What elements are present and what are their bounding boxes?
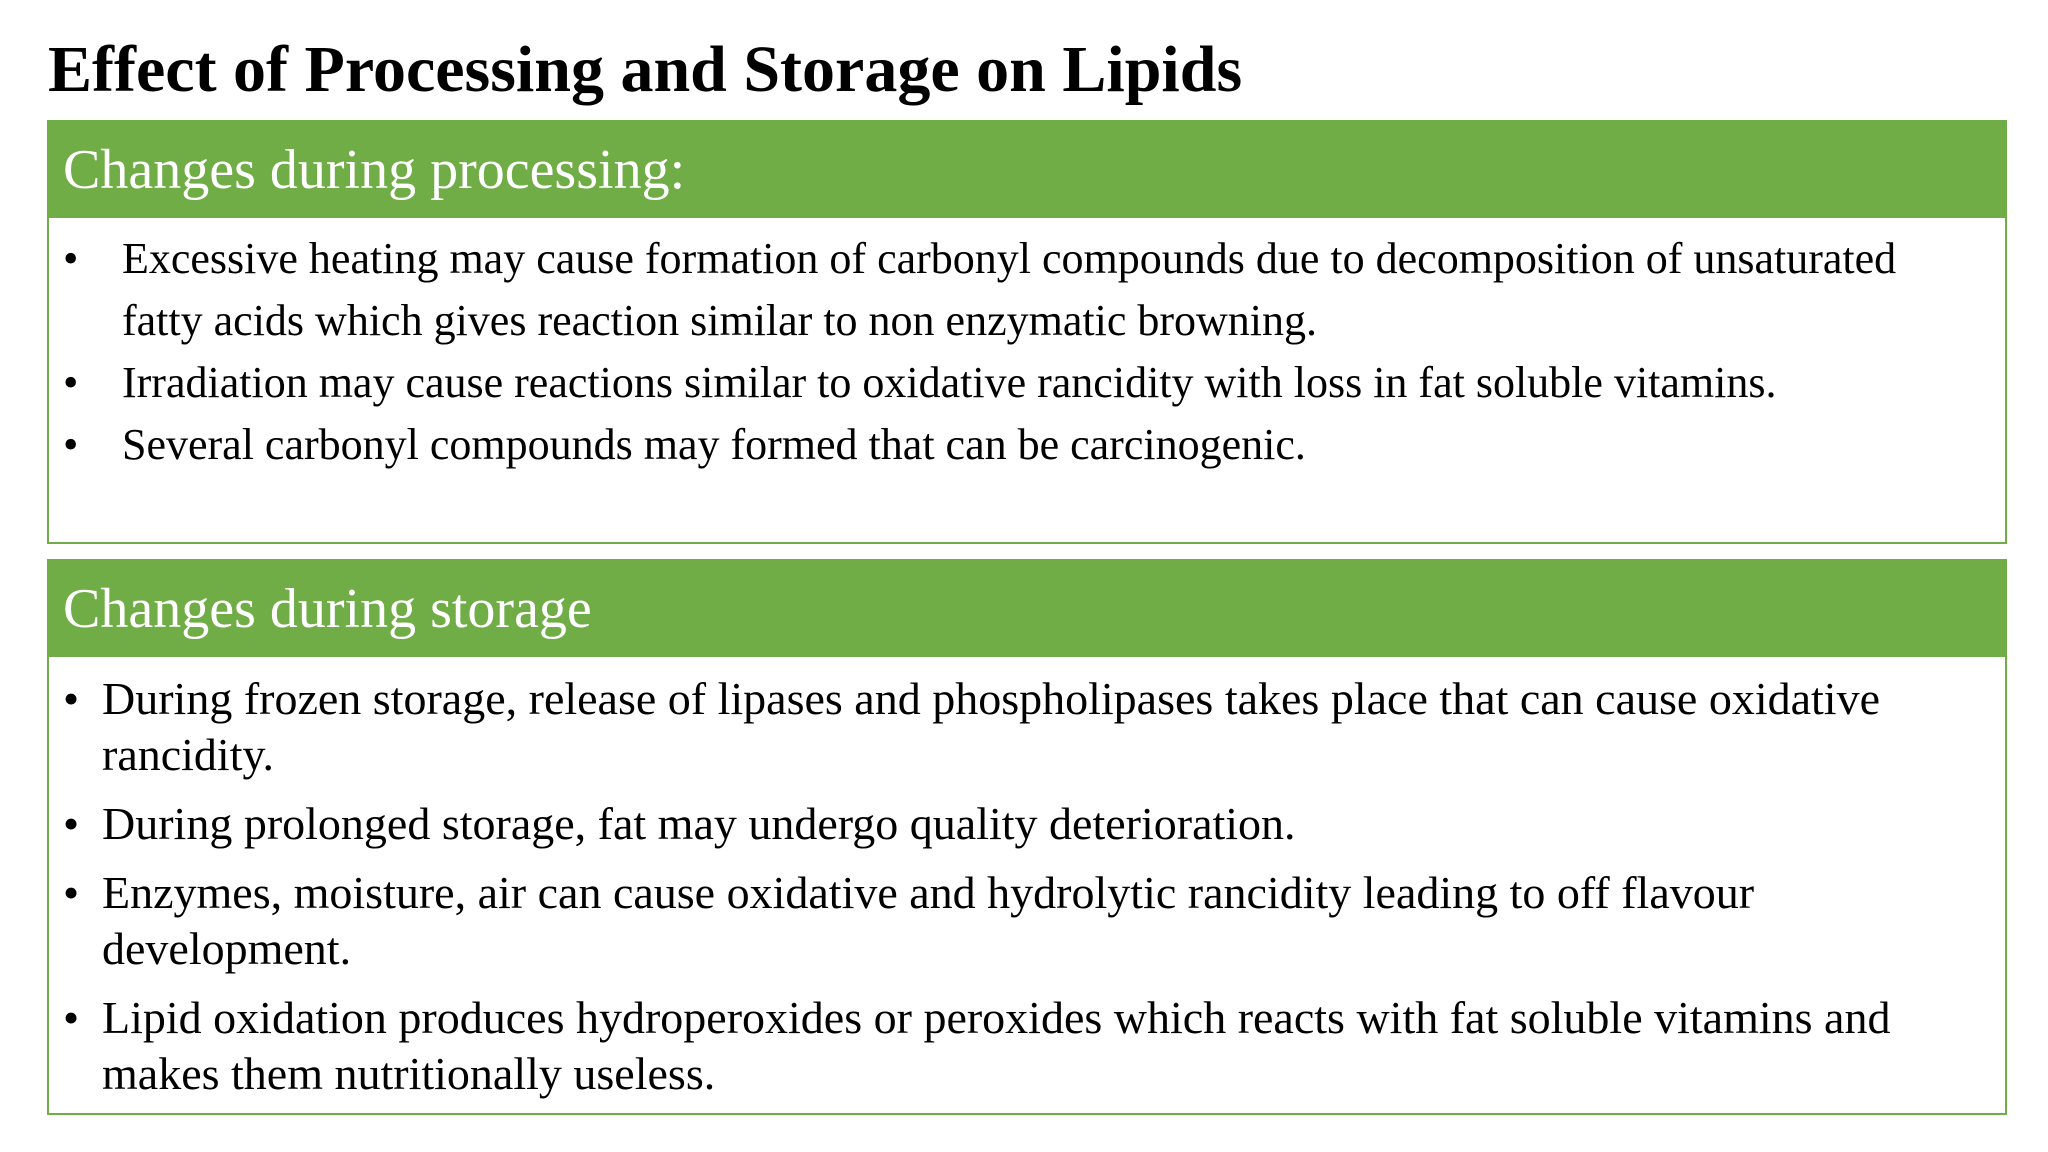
processing-box xyxy=(47,120,2007,544)
storage-bullet-item xyxy=(49,796,2005,852)
processing-bullet-list xyxy=(49,218,2005,476)
storage-bullet-text: During frozen storage, release of lipases and phospholipases takes place that can cause oxidative rancidity. xyxy=(102,673,1881,780)
storage-bullet-text: Lipid oxidation produces hydroperoxides or peroxides which reacts with fat soluble vitamins and makes them nutritionally useless. xyxy=(102,992,1891,1099)
processing-bullet-text: Several carbonyl compounds may formed that can be carcinogenic. xyxy=(122,420,1306,469)
storage-header: Changes during storage xyxy=(49,561,2005,657)
slide-title: Effect of Processing and Storage on Lipids xyxy=(48,33,1243,106)
bullet-icon: • xyxy=(63,358,79,407)
storage-bullet-text: During prolonged storage, fat may undergo quality deterioration. xyxy=(102,798,1296,849)
bullet-icon: • xyxy=(63,867,80,918)
storage-bullet-list xyxy=(49,657,2005,1102)
bullet-icon: • xyxy=(63,234,79,283)
storage-bullet-item xyxy=(49,865,2005,977)
storage-box xyxy=(47,559,2007,1115)
bullet-icon: • xyxy=(63,420,79,469)
bullet-icon: • xyxy=(63,798,80,849)
storage-bullet-text: Enzymes, moisture, air can cause oxidative and hydrolytic rancidity leading to off flavour development. xyxy=(102,867,1755,974)
processing-header: Changes during processing: xyxy=(49,122,2005,218)
processing-bullet-text: Irradiation may cause reactions similar to oxidative rancidity with loss in fat soluble vitamins. xyxy=(122,358,1777,407)
storage-bullet-item xyxy=(49,990,2005,1102)
processing-bullet-item xyxy=(49,414,2005,476)
processing-bullet-text: Excessive heating may cause formation of carbonyl compounds due to decomposition of unsaturated fatty acids which gives reaction similar to non enzymatic browning. xyxy=(122,234,1897,345)
bullet-icon: • xyxy=(63,992,80,1043)
bullet-icon: • xyxy=(63,673,80,724)
processing-bullet-item xyxy=(49,228,2005,352)
storage-bullet-item xyxy=(49,671,2005,783)
processing-bullet-item xyxy=(49,352,2005,414)
